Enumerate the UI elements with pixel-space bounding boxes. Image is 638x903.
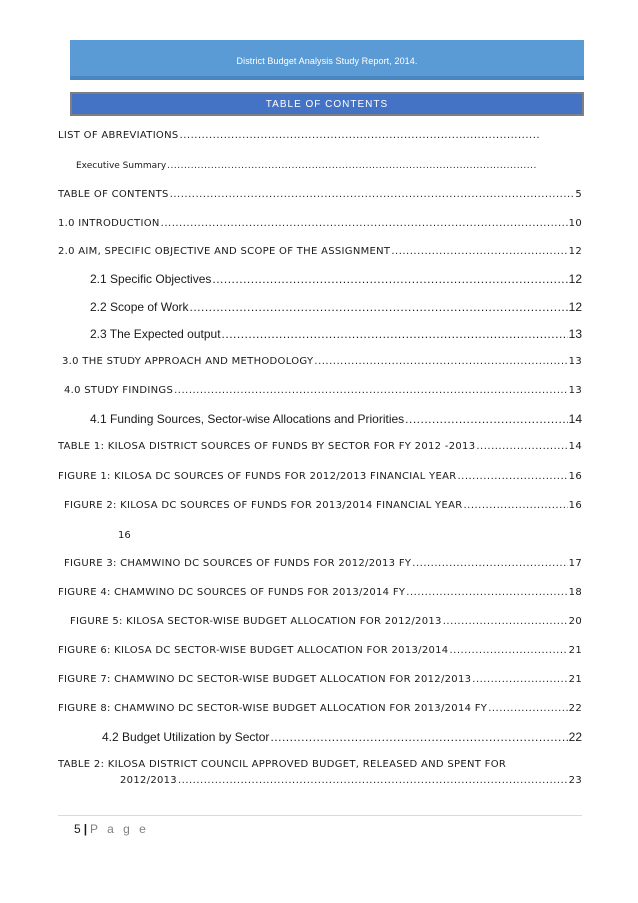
footer-page-number: 5 — [74, 822, 81, 836]
toc-entry-figure-6[interactable]: FIGURE 6: KILOSA DC SECTOR-WISE BUDGET ALLOCATION FOR 2013/2014 ..... 21 — [58, 645, 582, 656]
toc-heading-bar — [70, 92, 584, 116]
toc-entry-figure-1[interactable]: FIGURE 1: KILOSA DC SOURCES OF FUNDS FOR 2012/2013 FINANCIAL YEAR ..... 16 — [58, 471, 582, 482]
toc-entry-aim-objective[interactable]: 2.0 AIM, SPECIFIC OBJECTIVE AND SCOPE OF THE ASSIGNMENT ..... 12 — [58, 246, 582, 257]
stray-page-number: 16 — [118, 530, 131, 541]
toc-entry-approach-methodology[interactable]: 3.0 THE STUDY APPROACH AND METHODOLOGY ..... 13 — [62, 356, 582, 367]
page-footer — [74, 822, 149, 836]
toc-entry-table-1[interactable]: TABLE 1: KILOSA DISTRICT SOURCES OF FUNDS BY SECTOR FOR FY 2012 -2013 ..... 14 — [58, 441, 582, 452]
footer-separator: | — [83, 822, 88, 836]
toc-entry-figure-7[interactable]: FIGURE 7: CHAMWINO DC SECTOR-WISE BUDGET ALLOCATION FOR 2012/2013 ..... 21 — [58, 674, 582, 685]
toc-entry-figure-3[interactable]: FIGURE 3: CHAMWINO DC SOURCES OF FUNDS FOR 2012/2013 FY ..... 17 — [64, 558, 582, 569]
toc-entry-table-2-continuation[interactable]: 2012/2013 ..... 23 — [120, 775, 582, 786]
toc-entry-figure-5[interactable]: FIGURE 5: KILOSA SECTOR-WISE BUDGET ALLOCATION FOR 2012/2013 ..... 20 — [70, 616, 582, 627]
toc-entry-introduction[interactable]: 1.0 INTRODUCTION ..... 10 — [58, 218, 582, 229]
toc-entry-table-of-contents[interactable]: TABLE OF CONTENTS ..... 5 — [58, 189, 582, 200]
toc-entry-abbreviations[interactable]: LIST OF ABREVIATIONS ..... — [58, 130, 582, 141]
report-header-bar — [70, 40, 584, 80]
report-title: District Budget Analysis Study Report, 2014. — [236, 56, 418, 66]
toc-entry-executive-summary[interactable]: Executive Summary ..... — [76, 161, 582, 171]
footer-page-word: P a g e — [90, 822, 149, 836]
toc-entry-specific-objectives[interactable]: 2.1 Specific Objectives ..... 12 — [90, 272, 582, 286]
toc-entry-scope-of-work[interactable]: 2.2 Scope of Work ..... 12 — [90, 300, 582, 314]
footer-divider — [58, 815, 582, 816]
toc-entry-budget-utilization[interactable]: 4.2 Budget Utilization by Sector ..... 22 — [102, 730, 582, 744]
toc-entry-study-findings[interactable]: 4.0 STUDY FINDINGS ..... 13 — [64, 385, 582, 396]
toc-heading: TABLE OF CONTENTS — [265, 99, 389, 110]
toc-entry-figure-4[interactable]: FIGURE 4: CHAMWINO DC SOURCES OF FUNDS FOR 2013/2014 FY ..... 18 — [58, 587, 582, 598]
toc-entry-funding-sources[interactable]: 4.1 Funding Sources, Sector-wise Allocations and Priorities ..... 14 — [90, 412, 582, 426]
toc-entry-figure-8[interactable]: FIGURE 8: CHAMWINO DC SECTOR-WISE BUDGET ALLOCATION FOR 2013/2014 FY ..... 22 — [58, 703, 582, 714]
toc-entry-figure-2[interactable]: FIGURE 2: KILOSA DC SOURCES OF FUNDS FOR 2013/2014 FINANCIAL YEAR ..... 16 — [64, 500, 582, 511]
toc-entry-expected-output[interactable]: 2.3 The Expected output ..... 13 — [90, 327, 582, 341]
toc-entry-table-2[interactable]: TABLE 2: KILOSA DISTRICT COUNCIL APPROVED BUDGET, RELEASED AND SPENT FOR — [58, 759, 507, 770]
